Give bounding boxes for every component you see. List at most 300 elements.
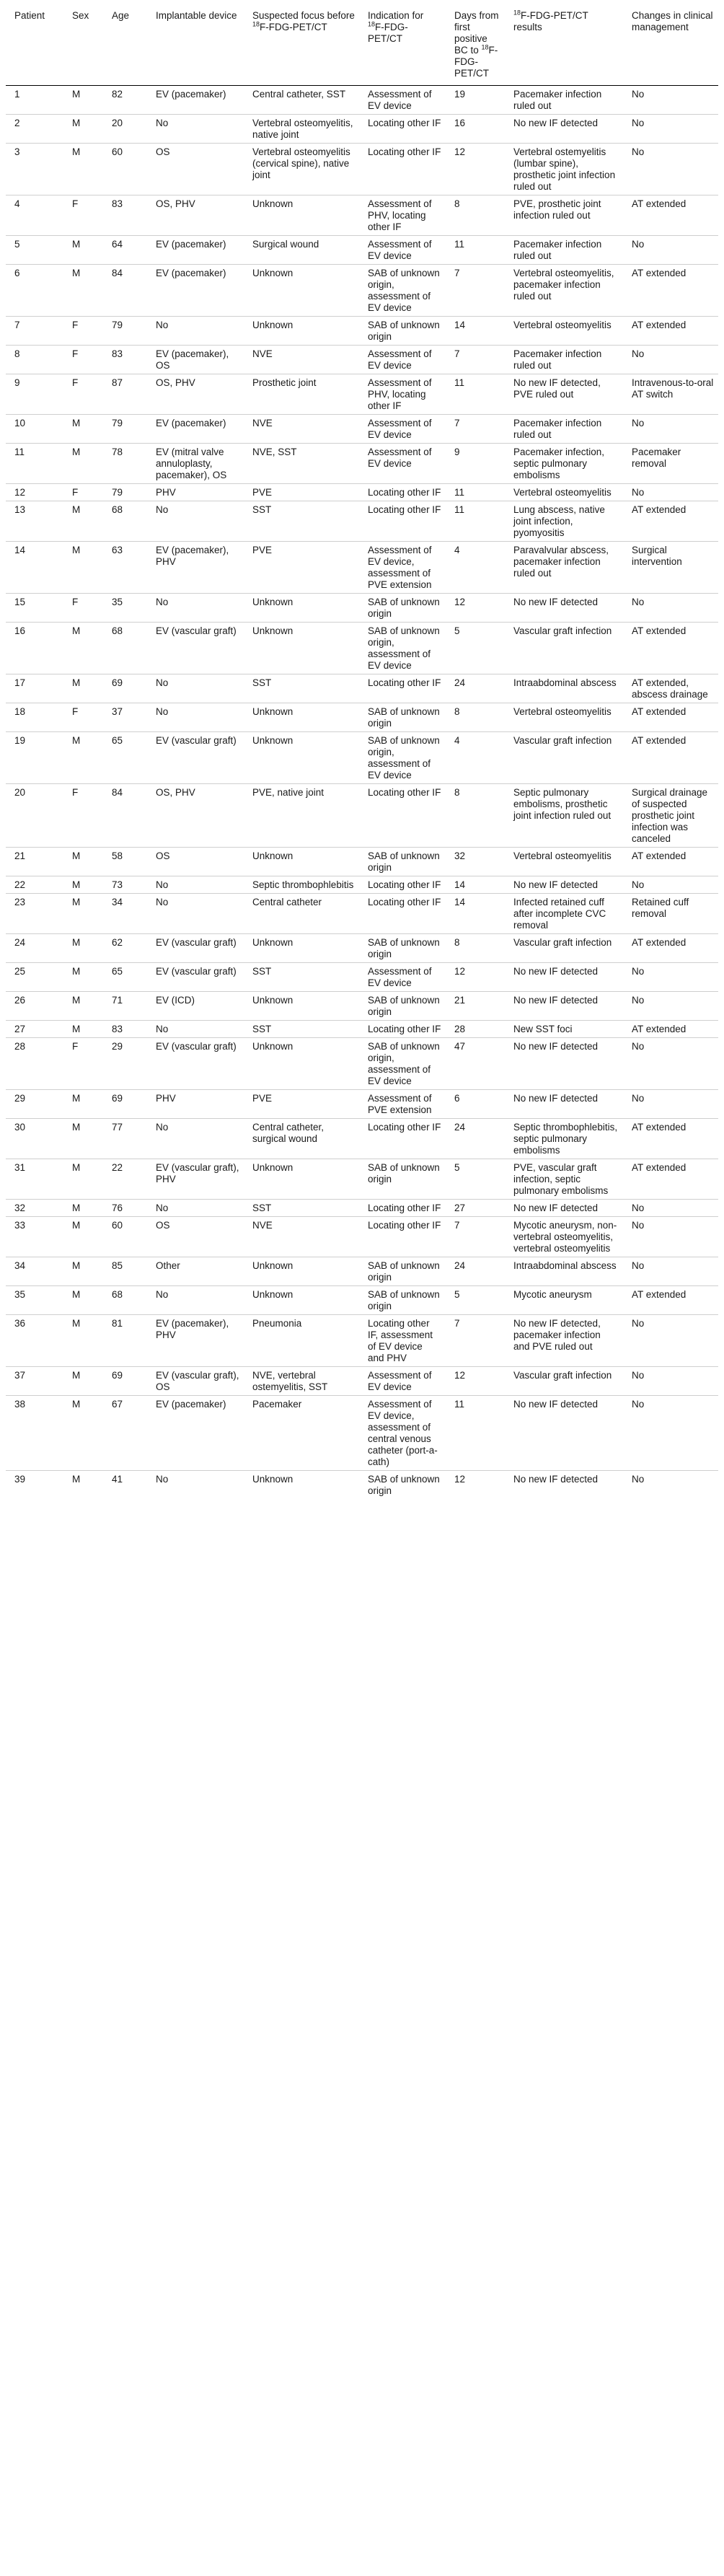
header-cell: Patient: [6, 4, 63, 86]
indication-cell: Assessment of EV device: [359, 415, 446, 444]
sex-cell: M: [63, 1090, 103, 1119]
table-row: [6, 317, 718, 346]
sex-cell: M: [63, 1315, 103, 1367]
focus-cell: PVE: [244, 1090, 359, 1119]
sex-cell: M: [63, 236, 103, 265]
days-cell: 5: [446, 1159, 505, 1200]
management-cell: No: [632, 89, 645, 100]
table-row: [6, 1119, 718, 1159]
patient-cell: 24: [6, 934, 63, 963]
age-cell: 79: [103, 415, 147, 444]
focus-cell: Unknown: [244, 1159, 359, 1200]
device-cell: No: [147, 703, 244, 732]
age-cell: 64: [103, 236, 147, 265]
management-cell: No: [623, 992, 718, 1021]
indication-cell: Assessment of EV device: [359, 346, 446, 374]
table-row: [6, 963, 718, 992]
management-cell: AT extended: [623, 1021, 718, 1038]
management-cell: No: [623, 346, 718, 374]
management-cell: AT extended: [623, 195, 718, 236]
sex-cell: M: [63, 1471, 103, 1500]
indication-cell: Locating other IF: [359, 674, 446, 703]
table-row: [6, 1200, 718, 1217]
indication-cell: SAB of unknown origin, assessment of EV device: [359, 732, 446, 784]
management-cell: AT extended: [623, 1159, 718, 1200]
age-cell: 63: [103, 542, 147, 594]
device-cell: EV (pacemaker): [147, 236, 244, 265]
device-cell: EV (pacemaker), PHV: [147, 542, 244, 594]
age-cell: 67: [103, 1396, 147, 1471]
device-cell: OS, PHV: [147, 195, 244, 236]
table-row: [6, 415, 718, 444]
table-row: [6, 1396, 718, 1471]
results-cell: Vascular graft infection: [505, 1367, 623, 1396]
age-cell: 83: [103, 195, 147, 236]
results-cell: Pacemaker infection, septic pulmonary embolisms: [505, 444, 623, 484]
management-cell: AT extended, abscess drainage: [623, 674, 718, 703]
days-cell: 7: [446, 346, 505, 374]
patient-cell: 10: [6, 415, 63, 444]
device-cell: EV (vascular graft): [147, 934, 244, 963]
device-cell: No: [147, 674, 244, 703]
results-cell: PVE, prosthetic joint infection ruled out: [505, 195, 623, 236]
days-cell: 19: [454, 89, 466, 100]
table-row: [6, 115, 718, 144]
results-cell: No new IF detected: [505, 1396, 623, 1471]
device-cell: No: [147, 501, 244, 542]
age-cell: 68: [103, 501, 147, 542]
indication-cell: Locating other IF: [359, 784, 446, 848]
days-cell: 7: [446, 265, 505, 317]
device-cell: PHV: [147, 484, 244, 501]
age-cell: 84: [103, 265, 147, 317]
indication-cell: SAB of unknown origin, assessment of EV device: [359, 1038, 446, 1090]
table-row: [6, 195, 718, 236]
indication-cell: Assessment of EV device: [359, 963, 446, 992]
indication-cell: Assessment of PHV, locating other IF: [359, 374, 446, 415]
age-cell: 65: [103, 963, 147, 992]
patient-cell: 4: [6, 195, 63, 236]
focus-cell: Unknown: [244, 848, 359, 876]
device-cell: EV (pacemaker): [147, 415, 244, 444]
management-cell: No: [623, 1367, 718, 1396]
sex-cell: M: [63, 1159, 103, 1200]
days-cell: 7: [446, 415, 505, 444]
device-cell: No: [147, 1200, 244, 1217]
age-cell: 34: [103, 894, 147, 934]
patient-cell: 17: [6, 674, 63, 703]
results-cell: No new IF detected: [505, 1200, 623, 1217]
table-row: [6, 1038, 718, 1090]
patient-cell: 33: [6, 1217, 63, 1257]
focus-cell: Septic thrombophlebitis: [244, 876, 359, 894]
header-cell: $^{18}$F-FDG-PET/CT results: [505, 4, 623, 86]
focus-cell: Vertebral osteomyelitis (cervical spine), native joint: [244, 144, 359, 195]
management-cell: Retained cuff removal: [623, 894, 718, 934]
patient-cell: 3: [6, 144, 63, 195]
device-cell: No: [147, 876, 244, 894]
sex-cell: M: [63, 992, 103, 1021]
indication-cell: Assessment of EV device: [359, 1367, 446, 1396]
device-cell: EV (pacemaker): [147, 1396, 244, 1471]
header-cell: Suspected focus before $^{18}$F-FDG-PET/CT: [244, 4, 359, 86]
device-cell: OS: [147, 1217, 244, 1257]
device-cell: No: [147, 594, 244, 623]
management-cell: No: [623, 1090, 718, 1119]
table-row: [6, 144, 718, 195]
sex-cell: M: [63, 876, 103, 894]
focus-cell: PVE, native joint: [244, 784, 359, 848]
table-row: [6, 703, 718, 732]
results-cell: Septic thrombophlebitis, septic pulmonary embolisms: [505, 1119, 623, 1159]
management-cell: No: [623, 484, 718, 501]
results-cell: Vascular graft infection: [505, 934, 623, 963]
age-cell: 83: [103, 1021, 147, 1038]
management-cell: AT extended: [623, 265, 718, 317]
sex-cell: M: [63, 265, 103, 317]
days-cell: 4: [446, 542, 505, 594]
results-cell: No new IF detected: [505, 1471, 623, 1500]
sex-cell: M: [63, 963, 103, 992]
sex-cell: M: [63, 1367, 103, 1396]
patient-cell: 25: [6, 963, 63, 992]
table-row: [6, 992, 718, 1021]
patient-cell: 18: [6, 703, 63, 732]
table-row: [6, 265, 718, 317]
indication-cell: SAB of unknown origin: [359, 594, 446, 623]
days-cell: 9: [446, 444, 505, 484]
focus-cell: Unknown: [244, 317, 359, 346]
indication-cell: Locating other IF: [359, 876, 446, 894]
focus-cell: Unknown: [244, 195, 359, 236]
days-cell: 11: [446, 501, 505, 542]
days-cell: 11: [446, 1396, 505, 1471]
days-cell: 12: [446, 1471, 505, 1500]
age-cell: 69: [103, 1090, 147, 1119]
days-cell: 24: [446, 1257, 505, 1286]
patient-cell: 39: [6, 1471, 63, 1500]
device-cell: EV (vascular graft): [147, 623, 244, 674]
days-cell: 6: [446, 1090, 505, 1119]
device-cell: No: [147, 894, 244, 934]
focus-cell: NVE: [244, 1217, 359, 1257]
indication-cell: SAB of unknown origin: [359, 317, 446, 346]
patient-cell: 35: [6, 1286, 63, 1315]
focus-cell: PVE: [244, 542, 359, 594]
patient-table: [6, 4, 718, 1499]
patient-cell: 27: [6, 1021, 63, 1038]
patient-cell: 23: [6, 894, 63, 934]
age-cell: 87: [103, 374, 147, 415]
device-cell: EV (ICD): [147, 992, 244, 1021]
days-cell: 14: [446, 317, 505, 346]
indication-cell: Assessment of PHV, locating other IF: [359, 195, 446, 236]
indication-cell: SAB of unknown origin: [359, 1286, 446, 1315]
days-cell: 11: [446, 236, 505, 265]
age-cell: 20: [103, 115, 147, 144]
focus-cell: Prosthetic joint: [244, 374, 359, 415]
indication-cell: SAB of unknown origin: [359, 934, 446, 963]
header-cell: Age: [103, 4, 147, 86]
age-cell: 82: [112, 89, 123, 100]
sex-cell: F: [63, 484, 103, 501]
results-cell: No new IF detected: [505, 1090, 623, 1119]
focus-cell: SST: [244, 963, 359, 992]
indication-cell: SAB of unknown origin, assessment of EV device: [359, 623, 446, 674]
results-cell: Pacemaker infection ruled out: [505, 415, 623, 444]
patient-cell: 2: [6, 115, 63, 144]
results-cell: Septic pulmonary embolisms, prosthetic joint infection ruled out: [505, 784, 623, 848]
focus-cell: Unknown: [244, 623, 359, 674]
table-row: [6, 1217, 718, 1257]
results-cell: PVE, vascular graft infection, septic pulmonary embolisms: [505, 1159, 623, 1200]
patient-cell: 20: [6, 784, 63, 848]
focus-cell: Pneumonia: [244, 1315, 359, 1367]
sex-cell: M: [63, 542, 103, 594]
age-cell: 60: [103, 144, 147, 195]
management-cell: No: [623, 1217, 718, 1257]
age-cell: 85: [103, 1257, 147, 1286]
management-cell: AT extended: [623, 317, 718, 346]
management-cell: Intravenous-to-oral AT switch: [623, 374, 718, 415]
focus-cell: Pacemaker: [244, 1396, 359, 1471]
device-cell: OS: [147, 144, 244, 195]
days-cell: 47: [446, 1038, 505, 1090]
table-row: [6, 86, 718, 115]
results-cell: Infected retained cuff after incomplete CVC removal: [505, 894, 623, 934]
age-cell: 29: [103, 1038, 147, 1090]
focus-cell: Unknown: [244, 1038, 359, 1090]
results-cell: Mycotic aneurysm, non-vertebral osteomyelitis, vertebral osteomyelitis: [505, 1217, 623, 1257]
results-cell: Pacemaker infection ruled out: [505, 236, 623, 265]
indication-cell: Assessment of EV device: [359, 236, 446, 265]
results-cell: Intraabdominal abscess: [505, 674, 623, 703]
table-row: [6, 346, 718, 374]
indication-cell: Assessment of EV device, assessment of central venous catheter (port-a-cath): [359, 1396, 446, 1471]
management-cell: No: [623, 1038, 718, 1090]
device-cell: EV (vascular graft), PHV: [147, 1159, 244, 1200]
device-cell: EV (vascular graft), OS: [147, 1367, 244, 1396]
results-cell: Vertebral osteomyelitis: [505, 317, 623, 346]
results-cell: Vertebral osteomyelitis: [505, 848, 623, 876]
table-row: [6, 848, 718, 876]
table-row: [6, 876, 718, 894]
management-cell: No: [623, 115, 718, 144]
age-cell: 69: [103, 1367, 147, 1396]
indication-cell: SAB of unknown origin: [359, 1471, 446, 1500]
age-cell: 37: [103, 703, 147, 732]
patient-cell: 36: [6, 1315, 63, 1367]
header-cell: Days from first positive BC to $^{18}$F-FDG-PET/CT: [446, 4, 505, 86]
sex-cell: M: [63, 1217, 103, 1257]
focus-cell: NVE: [244, 415, 359, 444]
results-cell: No new IF detected: [505, 992, 623, 1021]
sex-cell: F: [63, 703, 103, 732]
sex-cell: F: [63, 195, 103, 236]
table-body: [6, 86, 718, 1500]
indication-cell: SAB of unknown origin: [359, 848, 446, 876]
days-cell: 4: [446, 732, 505, 784]
age-cell: 58: [103, 848, 147, 876]
patient-cell: 31: [6, 1159, 63, 1200]
days-cell: 28: [446, 1021, 505, 1038]
patient-cell: 32: [6, 1200, 63, 1217]
indication-cell: SAB of unknown origin: [359, 1257, 446, 1286]
results-cell: No new IF detected: [505, 594, 623, 623]
days-cell: 5: [446, 623, 505, 674]
device-cell: No: [147, 1021, 244, 1038]
patient-cell: 1: [14, 89, 20, 100]
focus-cell: Unknown: [244, 1257, 359, 1286]
patient-cell: 13: [6, 501, 63, 542]
days-cell: 12: [446, 963, 505, 992]
table-row: [6, 1090, 718, 1119]
table-row: [6, 1315, 718, 1367]
patient-cell: 14: [6, 542, 63, 594]
management-cell: No: [623, 963, 718, 992]
patient-cell: 19: [6, 732, 63, 784]
days-cell: 21: [446, 992, 505, 1021]
focus-cell: Unknown: [244, 1471, 359, 1500]
age-cell: 73: [103, 876, 147, 894]
patient-cell: 11: [6, 444, 63, 484]
sex-cell: M: [63, 1396, 103, 1471]
indication-cell: Assessment of EV device: [368, 89, 432, 111]
table-row: [6, 501, 718, 542]
results-cell: Vertebral osteomyelitis, pacemaker infection ruled out: [505, 265, 623, 317]
sex-cell: M: [63, 444, 103, 484]
table-row: [6, 236, 718, 265]
table-row: [6, 1257, 718, 1286]
management-cell: AT extended: [623, 732, 718, 784]
sex-cell: F: [63, 1038, 103, 1090]
days-cell: 8: [446, 934, 505, 963]
results-cell: No new IF detected, pacemaker infection and PVE ruled out: [505, 1315, 623, 1367]
table-row: [6, 594, 718, 623]
results-cell: No new IF detected, PVE ruled out: [505, 374, 623, 415]
table-row: [6, 1021, 718, 1038]
sex-cell: M: [63, 674, 103, 703]
indication-cell: Assessment of EV device, assessment of PVE extension: [359, 542, 446, 594]
sex-cell: M: [63, 1257, 103, 1286]
sex-cell: M: [72, 89, 81, 100]
focus-cell: Vertebral osteomyelitis, native joint: [244, 115, 359, 144]
days-cell: 12: [446, 144, 505, 195]
patient-cell: 37: [6, 1367, 63, 1396]
device-cell: No: [147, 1286, 244, 1315]
management-cell: No: [623, 594, 718, 623]
indication-cell: Locating other IF: [359, 144, 446, 195]
table-row: [6, 784, 718, 848]
focus-cell: Central catheter, surgical wound: [244, 1119, 359, 1159]
sex-cell: M: [63, 1286, 103, 1315]
patient-cell: 8: [6, 346, 63, 374]
sex-cell: F: [63, 374, 103, 415]
days-cell: 27: [446, 1200, 505, 1217]
table-row: [6, 542, 718, 594]
management-cell: No: [623, 1396, 718, 1471]
age-cell: 62: [103, 934, 147, 963]
age-cell: 78: [103, 444, 147, 484]
device-cell: No: [147, 115, 244, 144]
header-cell: Implantable device: [147, 4, 244, 86]
results-cell: Lung abscess, native joint infection, pyomyositis: [505, 501, 623, 542]
device-cell: EV (pacemaker): [156, 89, 226, 100]
days-cell: 8: [446, 784, 505, 848]
management-cell: No: [623, 236, 718, 265]
age-cell: 79: [103, 317, 147, 346]
focus-cell: Surgical wound: [244, 236, 359, 265]
patient-cell: 16: [6, 623, 63, 674]
results-cell: Vertebral ostemyelitis (lumbar spine), prosthetic joint infection ruled out: [505, 144, 623, 195]
results-cell: Vascular graft infection: [505, 623, 623, 674]
age-cell: 68: [103, 623, 147, 674]
patient-cell: 21: [6, 848, 63, 876]
management-cell: No: [623, 1257, 718, 1286]
patient-cell: 7: [6, 317, 63, 346]
results-cell: No new IF detected: [505, 963, 623, 992]
header-cell: Changes in clinical management: [623, 4, 718, 86]
management-cell: No: [623, 1200, 718, 1217]
device-cell: EV (vascular graft): [147, 732, 244, 784]
device-cell: Other: [147, 1257, 244, 1286]
focus-cell: Central catheter: [244, 894, 359, 934]
age-cell: 77: [103, 1119, 147, 1159]
focus-cell: Unknown: [244, 934, 359, 963]
days-cell: 7: [446, 1217, 505, 1257]
patient-cell: 28: [6, 1038, 63, 1090]
management-cell: AT extended: [623, 1119, 718, 1159]
age-cell: 41: [103, 1471, 147, 1500]
management-cell: No: [623, 415, 718, 444]
focus-cell: Central catheter, SST: [252, 89, 346, 100]
table-row: [6, 1286, 718, 1315]
device-cell: OS: [147, 848, 244, 876]
focus-cell: NVE, SST: [244, 444, 359, 484]
table-row: [6, 1159, 718, 1200]
device-cell: EV (vascular graft): [147, 963, 244, 992]
sex-cell: M: [63, 623, 103, 674]
indication-cell: Locating other IF: [359, 1021, 446, 1038]
management-cell: AT extended: [623, 848, 718, 876]
indication-cell: Assessment of EV device: [359, 444, 446, 484]
indication-cell: SAB of unknown origin: [359, 992, 446, 1021]
table-row: [6, 1367, 718, 1396]
sex-cell: M: [63, 501, 103, 542]
days-cell: 8: [446, 195, 505, 236]
results-cell: Paravalvular abscess, pacemaker infection ruled out: [505, 542, 623, 594]
sex-cell: M: [63, 144, 103, 195]
table-row: [6, 623, 718, 674]
days-cell: 11: [446, 484, 505, 501]
management-cell: No: [623, 876, 718, 894]
patient-cell: 22: [6, 876, 63, 894]
table-row: [6, 444, 718, 484]
patient-cell: 6: [6, 265, 63, 317]
results-cell: Vertebral osteomyelitis: [505, 703, 623, 732]
results-cell: No new IF detected: [505, 876, 623, 894]
table-row: [6, 374, 718, 415]
management-cell: AT extended: [623, 623, 718, 674]
management-cell: AT extended: [623, 934, 718, 963]
table-row: [6, 934, 718, 963]
results-cell: New SST foci: [505, 1021, 623, 1038]
header-row: [6, 4, 718, 86]
sex-cell: F: [63, 346, 103, 374]
indication-cell: Locating other IF, assessment of EV device and PHV: [359, 1315, 446, 1367]
age-cell: 65: [103, 732, 147, 784]
patient-cell: 9: [6, 374, 63, 415]
